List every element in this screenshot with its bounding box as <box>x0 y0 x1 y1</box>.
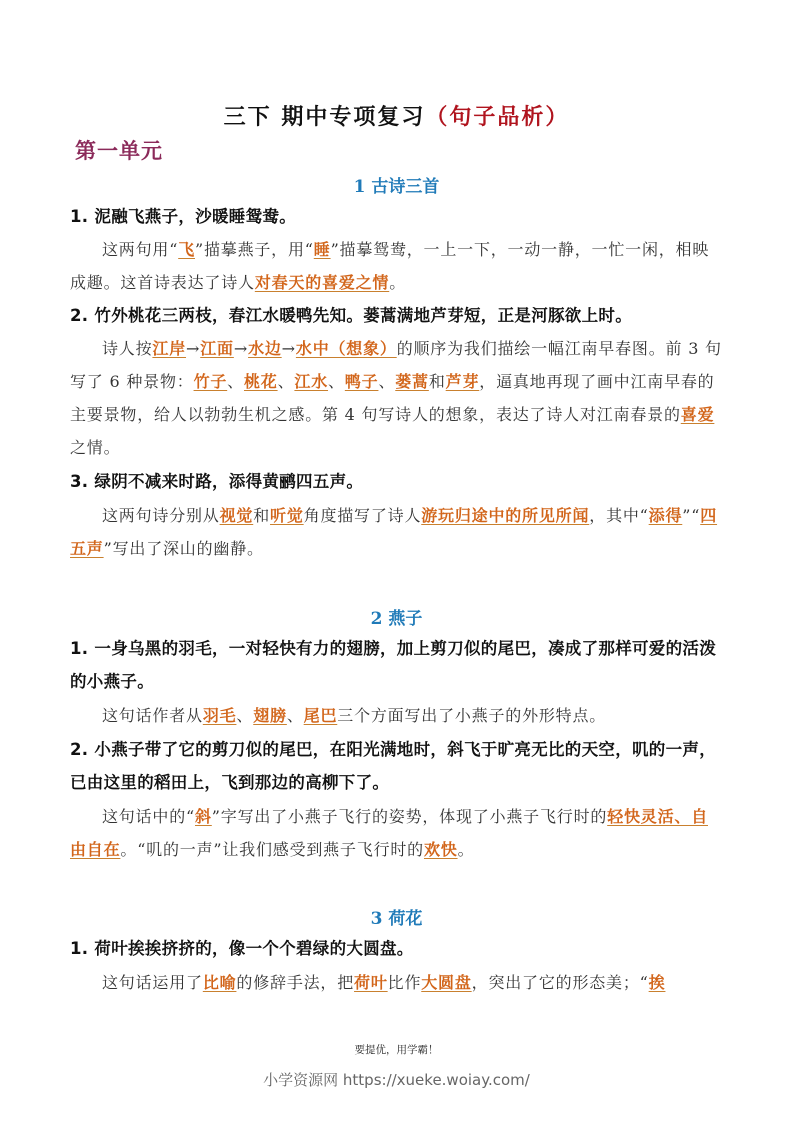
text-segment: 这句话运用了 <box>102 973 203 992</box>
key-phrase: 桃花 <box>243 372 278 391</box>
text-segment: ，突出了它的形态美；“ <box>471 973 649 992</box>
title-highlight: （句子品析） <box>425 104 570 130</box>
key-phrase: 喜爱 <box>680 405 715 424</box>
text-segment: 这两句诗分别从 <box>102 506 220 525</box>
key-phrase: 江岸 <box>152 339 187 358</box>
question-2-2: 2. 小燕子带了它的剪刀似的尾巴，在阳光满地时，斜飞于旷亮无比的天空，叽的一声，已由这里的稻田上，飞到那边的高柳下了。 <box>70 740 716 792</box>
key-phrase: 挨 <box>648 973 666 992</box>
key-phrase: 江水 <box>294 372 329 391</box>
key-phrase: 对春天的喜爱之情 <box>254 273 390 292</box>
question-3-1: 1. 荷叶挨挨挤挤的，像一个个碧绿的大圆盘。 <box>70 939 414 958</box>
key-phrase: 欢快 <box>423 840 458 859</box>
text-segment: 这句话中的“ <box>102 807 195 826</box>
analysis-2-1 <box>70 699 722 732</box>
key-phrase: 翅膀 <box>253 706 287 725</box>
key-phrase: 竹子 <box>193 372 228 391</box>
text-segment: 这两句用“ <box>102 240 179 259</box>
key-phrase: 轻快灵活、自由自在 <box>70 807 708 859</box>
question-2-1: 1. 一身乌黑的羽毛，一对轻快有力的翅膀，加上剪刀似的尾巴，凑成了那样可爱的活泼的小燕子。 <box>70 639 716 691</box>
footer-site-link[interactable]: 小学资源网 https://xueke.woiay.com/ <box>263 1071 530 1089</box>
key-phrase: 视觉 <box>219 506 254 525</box>
text-segment: 。 <box>389 273 407 292</box>
analysis-1-1 <box>70 233 722 299</box>
key-phrase: 飞 <box>178 240 195 259</box>
text-segment: → <box>186 339 201 358</box>
key-phrase: 比喻 <box>202 973 237 992</box>
text-segment: ，逼真地再现了画中江南早春的主要景物，给人以勃勃生机之感。第 4 句写诗人的想象，表达了诗人对江南春景的 <box>70 372 715 424</box>
key-phrase: 斜 <box>194 807 212 826</box>
text-segment: 的修辞手法，把 <box>236 973 355 992</box>
unit-heading: 第一单元 <box>75 138 163 163</box>
text-segment: ，其中“ <box>589 506 649 525</box>
text-segment: ”写出了深山的幽静。 <box>103 539 264 558</box>
lesson-heading-1: 1 古诗三首 <box>353 177 440 197</box>
key-phrase: 水中（想象） <box>295 339 397 358</box>
text-segment: 、 <box>236 706 254 725</box>
text-segment: 、 <box>227 372 244 391</box>
text-segment: 和 <box>253 506 271 525</box>
key-phrase: 蒌蒿 <box>395 372 429 391</box>
text-segment: 之情。 <box>70 438 121 457</box>
text-segment: 、 <box>277 372 295 391</box>
question-1-3: 3. 绿阴不减来时路，添得黄鹂四五声。 <box>70 472 364 491</box>
text-segment: → <box>233 339 249 358</box>
text-segment: 这句话作者从 <box>102 706 203 725</box>
text-segment: ”字写出了小燕子飞行的姿势，体现了小燕子飞行时的 <box>211 807 608 826</box>
question-1-2: 2. 竹外桃花三两枝，春江水暖鸭先知。蒌蒿满地芦芽短，正是河豚欲上时。 <box>70 306 632 325</box>
title-main: 三下 期中专项复习 <box>223 104 426 130</box>
key-phrase: 荷叶 <box>354 973 388 992</box>
text-segment: ”“ <box>682 506 701 525</box>
footer-slogan: 要提优，用学霸！ <box>354 1044 439 1056</box>
key-phrase: 游玩归途中的所见所闻 <box>421 506 590 525</box>
text-segment: ”描摹鸳鸯，一上一下，一动一静，一忙一闲，相映成趣。这首诗表达了诗人 <box>70 240 710 292</box>
analysis-1-3 <box>70 499 722 565</box>
text-segment: 诗人按 <box>102 339 153 358</box>
text-segment: 三个方面写出了小燕子的外形特点。 <box>337 706 607 725</box>
text-segment: 角度描写了诗人 <box>303 506 422 525</box>
key-phrase: 尾巴 <box>303 706 338 725</box>
key-phrase: 大圆盘 <box>421 973 472 992</box>
lesson-heading-2: 2 燕子 <box>370 609 423 629</box>
key-phrase: 添得 <box>648 506 683 525</box>
page-title <box>0 100 793 131</box>
analysis-2-2 <box>70 800 722 866</box>
key-phrase: 听觉 <box>270 506 304 525</box>
text-segment: 比作 <box>387 973 422 992</box>
text-segment: → <box>281 339 296 358</box>
key-phrase: 四五声 <box>70 506 718 558</box>
key-phrase: 江面 <box>200 339 234 358</box>
text-segment: ”描摹燕子，用“ <box>195 240 314 259</box>
text-segment: 。“叽的一声”让我们感受到燕子飞行时的 <box>120 840 424 859</box>
analysis-1-2 <box>70 332 722 464</box>
text-segment: 、 <box>328 372 345 391</box>
key-phrase: 睡 <box>313 240 331 259</box>
key-phrase: 水边 <box>248 339 282 358</box>
text-segment: 的顺序为我们描绘一幅江南早春图。前 3 句写了 6 种景物： <box>70 339 722 391</box>
question-1-1: 1. 泥融飞燕子，沙暖睡鸳鸯。 <box>70 207 296 226</box>
key-phrase: 芦芽 <box>445 372 480 391</box>
text-segment: 和 <box>428 372 446 391</box>
key-phrase: 羽毛 <box>202 706 237 725</box>
lesson-heading-3: 3 荷花 <box>370 909 423 929</box>
text-segment: 、 <box>378 372 396 391</box>
key-phrase: 鸭子 <box>344 372 379 391</box>
text-segment: 、 <box>286 706 304 725</box>
text-segment: 。 <box>457 840 475 859</box>
analysis-3-1 <box>70 966 722 999</box>
